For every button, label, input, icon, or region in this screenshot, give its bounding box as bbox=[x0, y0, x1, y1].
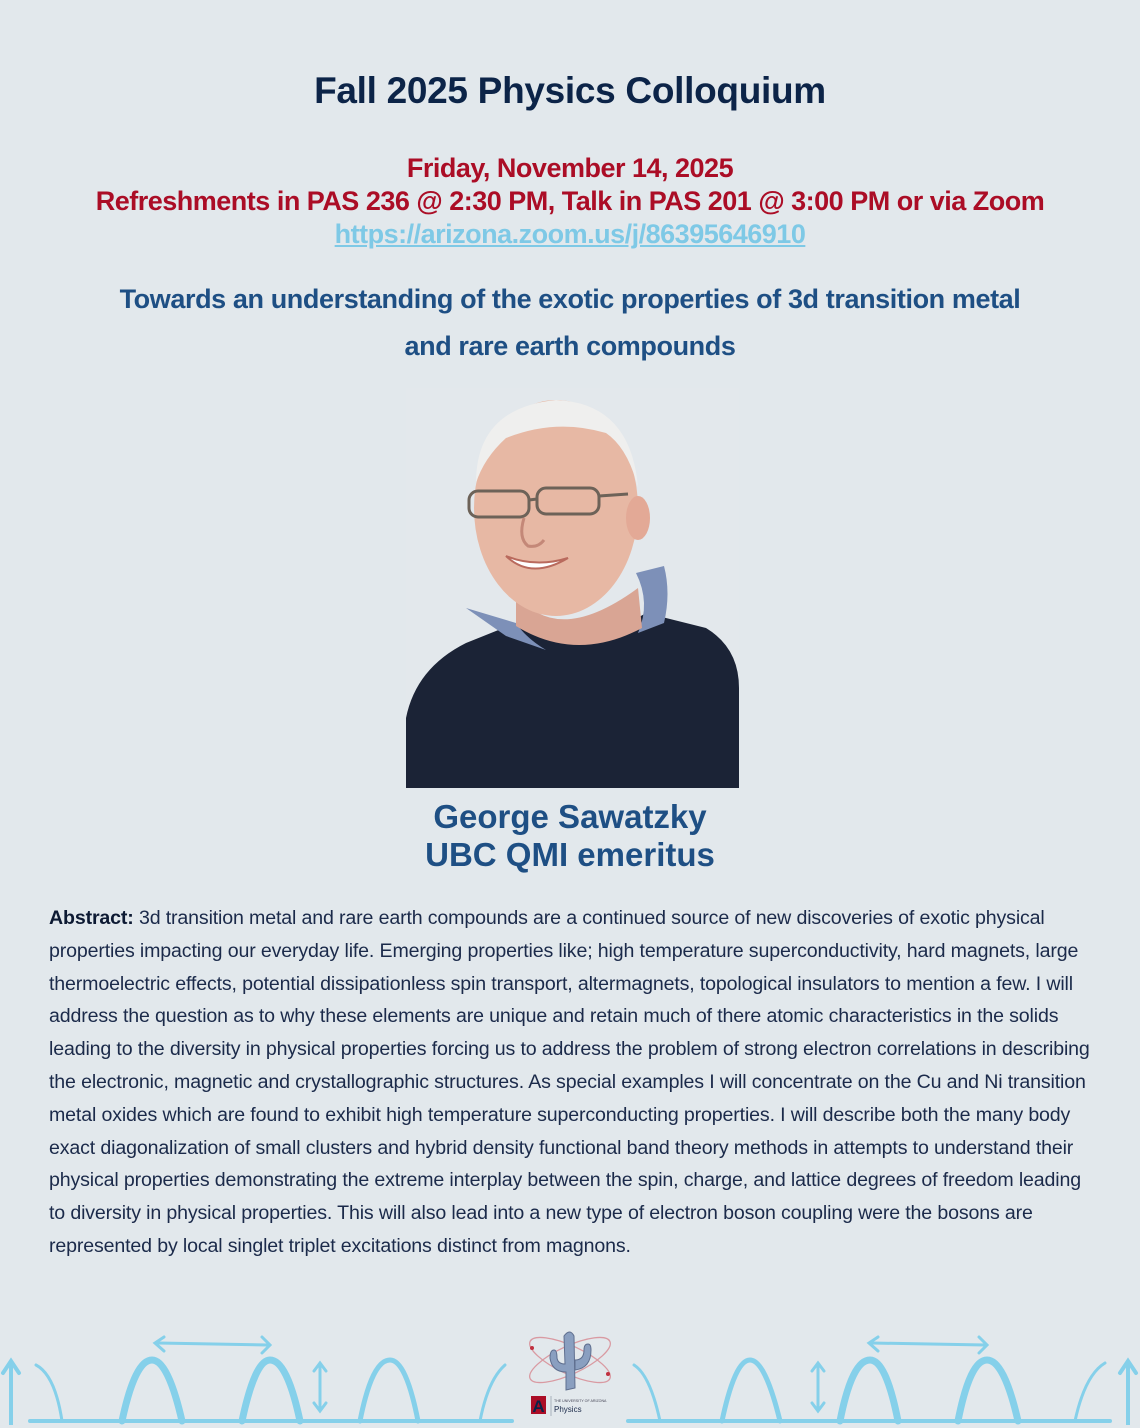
speaker-photo bbox=[406, 388, 739, 788]
logo-university-text: THE UNIVERSITY OF ARIZONA bbox=[554, 1399, 607, 1403]
talk-title bbox=[40, 276, 1100, 370]
logo-dept-text: Physics bbox=[554, 1405, 582, 1414]
cactus-atom-logo-icon bbox=[522, 1328, 622, 1423]
university-physics-logo bbox=[522, 1328, 622, 1423]
abstract-text: 3d transition metal and rare earth compounds are a continued source of new discoveries of exotic physical properties impacting our everyday life. Emerging properties like; high temperature superconductivity, hard magnets, large thermoelectric effects, potential dissipationless spin transport, altermagnets, topological insulators to mention a few. I will address the question as to why these elements are unique and retain much of there atomic characteristics in the solids leading to the diversity in physical properties forcing us to address the problem of strong electron correlations in describing the electronic, magnetic and crystallographic structures. As special examples I will concentrate on the Cu and Ni transition metal oxides which are found to exhibit high temperature superconducting properties. I will describe both the many body exact diagonalization of small clusters and hybrid density functional band theory methods in attempts to understand their physical properties demonstrating the extreme interplay between the spin, charge, and lattice degrees of freedom leading to diversity in physical properties. This will also lead into a new type of electron boson coupling were the bosons are represented by local singlet triplet excitations distinct from magnons. bbox=[49, 907, 1090, 1257]
abstract-label: Abstract: bbox=[49, 907, 134, 929]
event-date: Friday, November 14, 2025 bbox=[406, 153, 734, 183]
talk-title-line1: Towards an understanding of the exotic properties of 3d transition metal bbox=[119, 284, 1021, 314]
speaker-portrait-icon bbox=[406, 388, 739, 788]
zoom-link[interactable]: https://arizona.zoom.us/j/86395646910 bbox=[334, 219, 806, 249]
colloquium-title: Fall 2025 Physics Colloquium bbox=[314, 70, 826, 111]
speaker-affiliation: UBC QMI emeritus bbox=[425, 836, 715, 873]
svg-text:A: A bbox=[532, 1397, 545, 1416]
abstract bbox=[49, 902, 1100, 1263]
speaker-name: George Sawatzky bbox=[433, 798, 707, 835]
event-logistics: Refreshments in PAS 236 @ 2:30 PM, Talk in PAS 201 @ 3:00 PM or via Zoom bbox=[95, 186, 1045, 216]
speaker-info bbox=[0, 798, 1140, 874]
event-details bbox=[0, 152, 1140, 255]
talk-title-line2: and rare earth compounds bbox=[404, 331, 736, 361]
